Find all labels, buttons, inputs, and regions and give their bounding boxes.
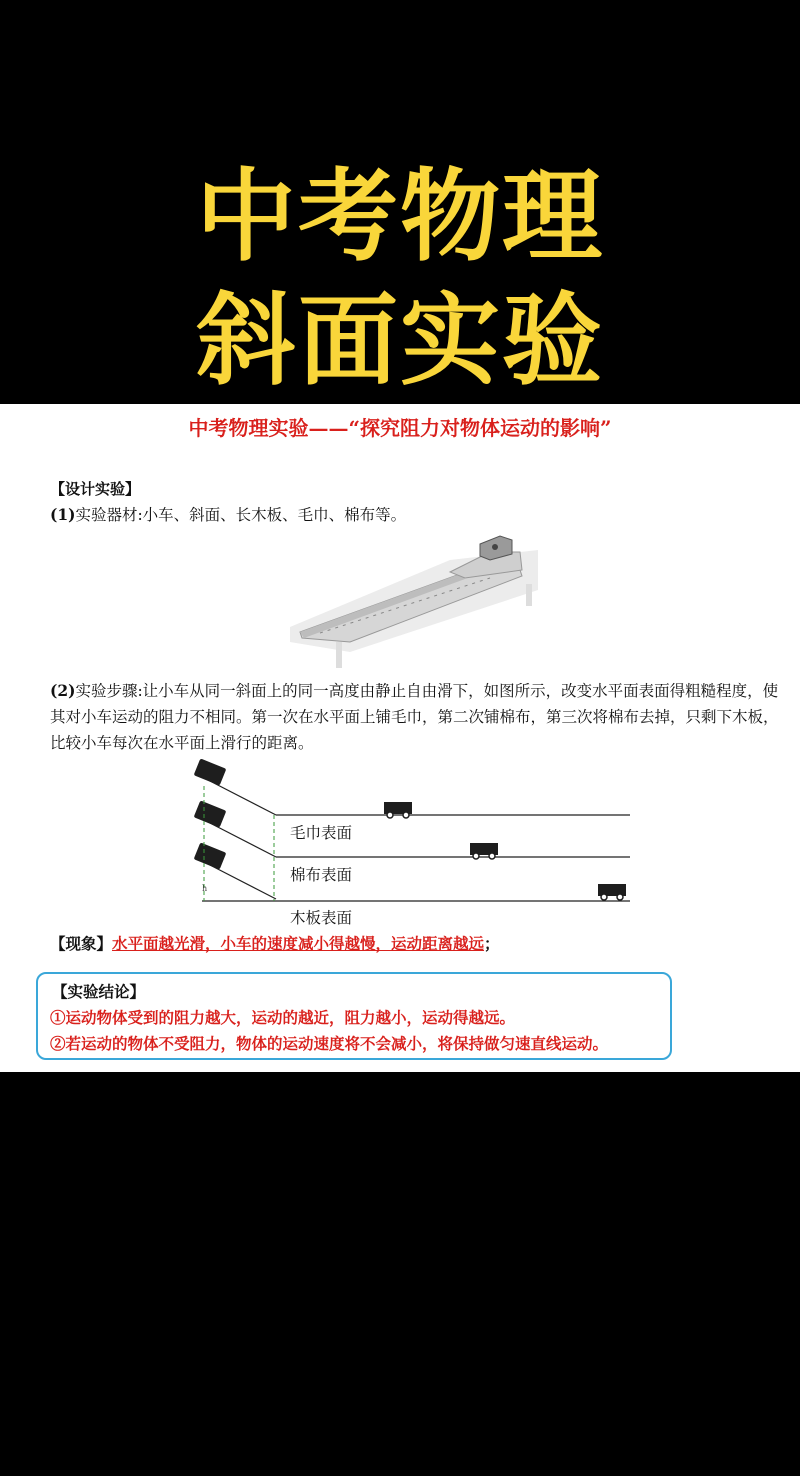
steps-paragraph <box>50 678 790 756</box>
ramp-1 <box>194 758 630 818</box>
cover-title-line2: 斜面实验 <box>196 282 604 399</box>
phenomenon-end: ； <box>484 934 500 953</box>
doc-heading: 中考物理实验——“探究阻力对物体运动的影响” <box>188 416 612 440</box>
design-label: 【设计实验】 <box>50 480 141 498</box>
document-sheet <box>0 404 800 1072</box>
materials-num: (1) <box>50 505 76 524</box>
cover-title-line1: 中考物理 <box>196 158 604 275</box>
phenomenon-text: 水平面越光滑，小车的速度减小得越慢，运动距离越远 <box>112 934 485 953</box>
surface-label-cotton: 棉布表面 <box>290 866 353 884</box>
surfaces-diagram <box>190 758 640 930</box>
steps-text: 实验步骤:让小车从同一斜面上的同一高度由静止自由滑下，如图所示，改变水平面表面得粗糙程度，使其对小车运动的阻力不相同。第一次在水平面上铺毛巾，第二次铺棉布，第三次将棉布去掉，只剩下木板，比较小车每次在水平面上滑行的距离。 <box>50 682 779 752</box>
conclusion-box <box>36 972 672 1060</box>
steps-num: (2) <box>50 681 76 700</box>
conclusion-item-2: ②若运动的物体不受阻力，物体的运动速度将不会减小，将保持做匀速直线运动。 <box>50 1034 609 1053</box>
conclusion-title: 【实验结论】 <box>52 982 146 1001</box>
materials-text: 实验器材:小车、斜面、长木板、毛巾、棉布等。 <box>75 506 407 524</box>
cart-3 <box>598 884 626 900</box>
ramp-3 <box>194 842 630 901</box>
phenomenon-label: 【现象】 <box>50 934 113 953</box>
materials-line <box>50 502 790 528</box>
surface-label-towel: 毛巾表面 <box>290 824 353 842</box>
height-mark: h <box>202 884 208 893</box>
phenomenon-line <box>50 932 500 956</box>
ramp-apparatus-illustration <box>290 532 540 672</box>
conclusion-item-1: ①运动物体受到的阻力越大，运动的越近，阻力越小，运动得越远。 <box>50 1008 516 1027</box>
surface-label-wood: 木板表面 <box>290 909 353 927</box>
